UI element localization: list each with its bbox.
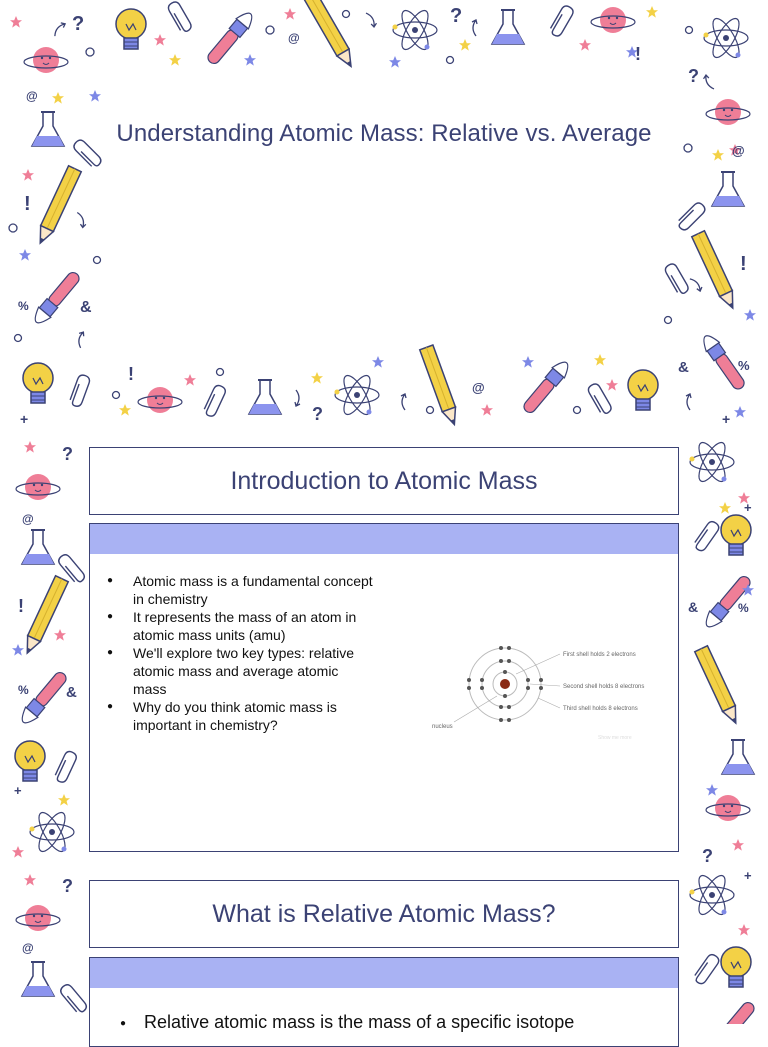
paperclip-icon	[167, 0, 193, 34]
svg-text:&: &	[66, 684, 77, 701]
svg-text:!: !	[18, 596, 24, 616]
svg-text:%: %	[18, 683, 29, 697]
svg-text:!: !	[635, 44, 641, 64]
lightbulb-icon	[628, 370, 658, 410]
accent-band	[90, 524, 678, 554]
paperclip-icon	[54, 750, 78, 784]
svg-text:@: @	[472, 380, 485, 395]
flask-icon	[249, 380, 281, 414]
pencil-icon	[692, 231, 739, 311]
svg-text:?: ?	[72, 13, 85, 35]
svg-text:!: !	[128, 364, 134, 384]
pencil-icon	[695, 646, 742, 726]
lightbulb-icon	[15, 741, 45, 781]
svg-text:+: +	[744, 500, 752, 515]
atom-icon	[704, 15, 749, 61]
svg-text:%: %	[738, 358, 750, 373]
atom-icon	[393, 7, 438, 53]
bullet-text: Relative atomic mass is the mass of a specific isotope	[144, 1012, 575, 1032]
svg-text:?: ?	[62, 444, 73, 464]
paperclip-icon	[693, 953, 721, 986]
flask-icon	[22, 530, 54, 564]
flask-icon	[22, 962, 54, 996]
pencil-icon	[34, 166, 81, 246]
svg-text:@: @	[22, 512, 34, 526]
paintbrush-icon	[30, 269, 83, 328]
paperclip-icon	[59, 983, 89, 1015]
svg-text:?: ?	[450, 5, 463, 27]
svg-text:&: &	[688, 599, 699, 615]
paperclip-icon	[203, 384, 227, 418]
bullet-item: ● We'll explore two key types: relative atomic mass and average atomic mass	[133, 644, 373, 698]
svg-text:!: !	[740, 253, 747, 275]
svg-text:?: ?	[62, 876, 73, 896]
paperclip-icon	[676, 201, 707, 232]
svg-text:&: &	[678, 359, 689, 376]
svg-text:&: &	[80, 299, 92, 316]
flask-icon	[722, 740, 754, 774]
planet-icon	[16, 474, 60, 500]
svg-text:@: @	[26, 89, 38, 103]
flask-icon	[492, 10, 524, 44]
svg-text:+: +	[744, 868, 752, 883]
paperclip-icon	[664, 262, 690, 296]
lightbulb-icon	[116, 9, 146, 49]
atom-icon	[30, 809, 75, 855]
svg-text:%: %	[738, 601, 749, 615]
paperclip-icon	[587, 382, 613, 416]
svg-text:?: ?	[688, 66, 699, 86]
planet-icon	[706, 795, 750, 821]
pencil-icon	[304, 0, 357, 70]
planet-icon	[138, 387, 182, 413]
pencil-icon	[420, 345, 461, 427]
paintbrush-icon	[17, 669, 70, 728]
svg-text:?: ?	[702, 846, 713, 866]
paperclip-icon	[693, 520, 721, 553]
electron-shell-diagram	[430, 640, 645, 750]
flask-icon	[712, 172, 744, 206]
lightbulb-icon	[721, 515, 751, 555]
accent-band	[90, 958, 678, 988]
pencil-icon	[21, 576, 68, 656]
svg-text:+: +	[722, 411, 731, 427]
bullet-item: ● Relative atomic mass is the mass of a specific isotope	[120, 1012, 575, 1032]
svg-text:!: !	[24, 193, 31, 215]
svg-text:+: +	[20, 411, 29, 427]
nucleus-label: nucleus	[432, 724, 453, 730]
paperclip-icon	[69, 374, 91, 408]
svg-text:%: %	[18, 299, 29, 313]
second-shell-label: Second shell holds 8 electrons	[563, 684, 645, 690]
svg-text:@: @	[22, 941, 34, 955]
atom-icon	[690, 872, 735, 918]
bullet-item: ● Atomic mass is a fundamental concept in chemistry	[133, 572, 373, 608]
bullet-list	[133, 572, 373, 734]
paperclip-icon	[549, 4, 575, 38]
title-slide-heading: Understanding Atomic Mass: Relative vs. Average	[116, 120, 652, 147]
lightbulb-icon	[721, 947, 751, 987]
third-shell-label: Third shell holds 8 electrons	[563, 706, 638, 712]
nucleus-shape	[500, 679, 510, 689]
lightbulb-icon	[23, 363, 53, 403]
atom-icon	[690, 439, 735, 485]
svg-text:+: +	[14, 783, 22, 798]
atom-icon	[335, 372, 380, 418]
bullet-item: ● It represents the mass of an atom in atomic mass units (amu)	[133, 608, 373, 644]
svg-text:@: @	[288, 31, 300, 45]
slide-heading-introduction: Introduction to Atomic Mass	[89, 447, 679, 515]
first-shell-label: First shell holds 2 electrons	[563, 652, 636, 658]
slide-content-panel	[89, 957, 679, 1047]
planet-icon	[24, 47, 68, 73]
top-doodles	[9, 0, 756, 427]
planet-icon	[16, 905, 60, 931]
bullet-item: ● Why do you think atomic mass is important in chemistry?	[133, 698, 373, 734]
paintbrush-icon	[520, 358, 573, 417]
figure-credit: Show me more	[598, 735, 632, 741]
svg-text:?: ?	[312, 404, 323, 424]
paintbrush-icon	[705, 999, 758, 1024]
planet-icon	[591, 7, 635, 33]
svg-text:@: @	[732, 143, 745, 158]
slide-heading-relative-atomic-mass: What is Relative Atomic Mass?	[89, 880, 679, 948]
